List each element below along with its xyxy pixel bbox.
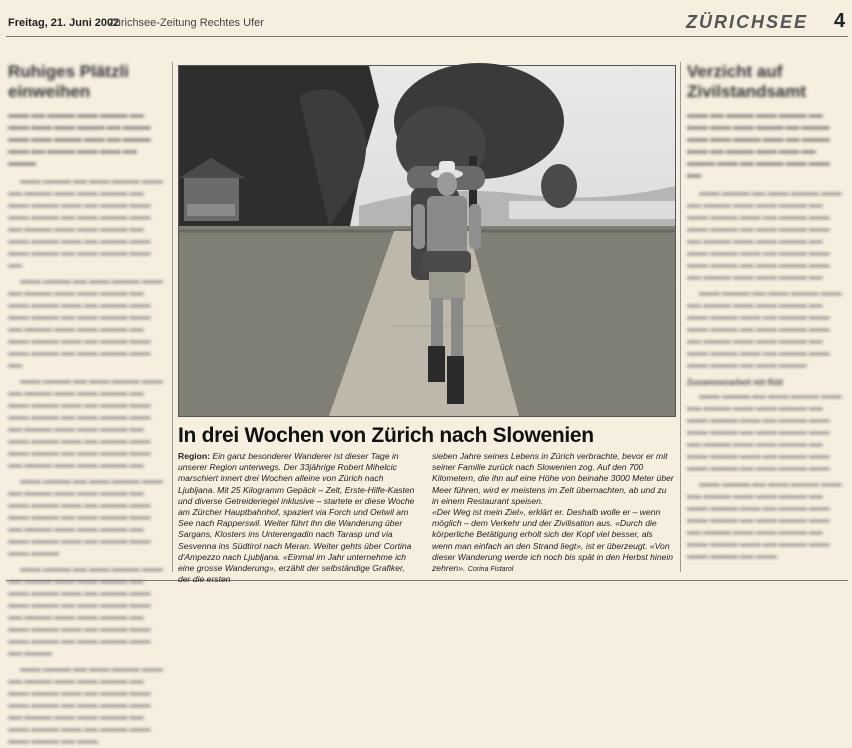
article-lead-text: Ein ganz besonderer Wanderer ist dieser Tage in unserer Region unterwegs. Der 33jährige Robert Mihelcic marschiert innert drei Wochen alleine von Zürich nach Ljubljana. Mit 25 Kilogramm Gepäck – Zelt, Erste-Hilfe-Kasten und diverse Getreideriegel inklusive – startete er diese Woche am Zürcher Hauptbahnhof, spaziert via Forch und Oetwil am See nach Rapperswil. Weiter führt ihn die Wanderung über Sargans, Klosters ins Unterengadin nach Tarasp und via Sesvenna ins Südtirol nach Meran. Weiter gehts über Cortina d'Ampezzo nach Ljubljana. «Einmal im Jahr unternehme ich eine grosse Wanderung», erzählt der selbständige Grafiker, der die ersten (178, 451, 415, 585)
newspaper-name: Zürichsee-Zeitung Rechtes Ufer (108, 17, 264, 29)
article-column-2 (432, 451, 674, 575)
issue-date: Freitag, 21. Juni 2002 (8, 17, 120, 29)
article-byline: Corina Fistarol (467, 566, 514, 574)
article-photo (178, 65, 676, 417)
article-column-1 (178, 451, 418, 585)
article-headline: In drei Wochen von Zürich nach Slowenien (178, 424, 594, 447)
right-column-headline: Verzicht auf Zivilstandsamt (687, 62, 807, 101)
left-column-separator (172, 62, 173, 572)
right-column-subhead: Zusammenarbeit mit Rüti (687, 378, 784, 387)
left-column-lead: ▬▬▬ ▬▬ ▬▬▬▬ ▬▬▬ ▬▬▬▬ ▬▬ ▬▬▬ ▬▬▬ ▬▬▬ ▬▬▬▬ ▬▬ ▬▬▬▬ ▬▬▬ ▬▬▬ ▬▬▬▬ ▬▬▬ ▬▬ ▬▬▬▬ ▬▬▬ ▬▬ ▬▬▬▬ ▬▬▬ ▬▬▬ ▬▬ ▬▬▬▬ (8, 112, 151, 167)
page-number: 4 (834, 10, 846, 32)
right-column-separator (680, 62, 681, 572)
left-column-headline: Ruhiges Plätzli einweihen (8, 62, 129, 101)
masthead-rule (6, 36, 848, 37)
article-quote-paragraph: «Der Weg ist mein Ziel», erklärt er. Deshalb wolle er – wenn möglich – dem Verkehr und der Zivilisation aus. «Durch die körperliche Betätigung erholt sich der Kopf viel besser, als wenn man einfach an den Strand liegt», ist er überzeugt. «Von dieser Wanderung werde ich noch bis spät in den Herbst hinein zehren». (432, 507, 674, 574)
right-column-lead: ▬▬▬ ▬▬ ▬▬▬▬ ▬▬▬ ▬▬▬▬ ▬▬ ▬▬▬ ▬▬▬ ▬▬▬ ▬▬▬▬ ▬▬ ▬▬▬▬ ▬▬▬ ▬▬▬ ▬▬▬▬ ▬▬▬ ▬▬ ▬▬▬▬ ▬▬▬ ▬▬ ▬▬▬▬ ▬▬▬ ▬▬▬ ▬▬ ▬▬▬▬ ▬▬▬ ▬▬ ▬▬▬▬ ▬▬▬ ▬▬▬ ▬▬ (687, 112, 830, 179)
right-column-text: ▬▬▬ ▬▬▬▬ ▬▬ ▬▬▬ ▬▬▬▬ ▬▬▬ ▬▬ ▬▬▬▬ ▬▬▬ ▬▬▬ ▬▬▬▬ ▬▬ ▬▬▬ ▬▬▬▬ ▬▬▬ ▬▬ ▬▬▬▬ ▬▬▬ ▬▬▬ ▬▬▬▬ ▬▬ ▬▬▬ ▬▬▬▬ ▬▬▬ ▬▬ ▬▬▬▬ ▬▬▬ ▬▬▬ ▬▬▬▬ ▬▬ ▬▬▬ ▬▬▬▬ ▬▬▬ ▬▬ ▬▬▬▬ ▬▬▬ ▬▬▬ ▬▬▬▬ ▬▬ ▬▬▬ ▬▬▬▬ ▬▬▬ ▬▬ ▬▬▬▬ ▬▬▬ ▬▬▬ ▬▬▬▬ ▬▬ (687, 190, 842, 281)
masthead (0, 0, 852, 34)
left-blurred-article: Ruhiges Plätzli einweihen ▬▬▬ ▬▬ ▬▬▬▬ ▬▬▬ ▬▬▬▬ ▬▬ ▬▬▬ ▬▬▬ ▬▬▬ ▬▬▬▬ ▬▬ ▬▬▬▬ ▬▬▬ ▬▬▬ ▬▬▬▬ ▬▬▬ ▬▬ ▬▬▬▬ ▬▬▬ ▬▬ ▬▬▬▬ ▬▬▬ ▬▬▬ ▬▬ ▬▬▬▬ ▬▬▬ ▬▬▬▬ ▬▬ ▬▬▬ ▬▬▬▬ ▬▬▬ ▬▬ ▬▬▬▬ ▬▬▬ ▬▬▬ ▬▬▬▬ ▬▬ ▬▬▬ ▬▬▬▬ ▬▬▬ ▬▬ ▬▬▬▬ ▬▬▬ ▬▬▬ ▬▬▬▬ ▬▬ ▬▬▬ ▬▬▬▬ ▬▬▬ ▬▬ ▬▬▬▬ ▬▬▬ ▬▬▬ ▬▬▬▬ ▬▬ ▬▬▬ ▬▬▬▬ ▬▬▬ ▬▬ ▬▬▬▬ ▬▬▬ ▬▬▬ ▬▬▬▬ ▬▬ ▬▬▬ ▬▬▬▬ ▬▬▬ ▬▬ ▬▬▬ ▬▬▬▬ ▬▬ ▬▬▬ ▬▬▬▬ ▬▬▬ ▬▬ ▬▬▬▬ ▬▬▬ ▬▬▬ ▬▬▬▬ ▬▬ ▬▬▬ ▬▬▬▬ ▬▬▬ ▬▬ ▬▬▬▬ ▬▬▬ ▬▬▬ ▬▬▬▬ ▬▬ ▬▬▬ ▬▬▬▬ ▬▬▬ ▬▬ ▬▬▬▬ ▬▬▬ ▬▬▬ ▬▬▬▬ ▬▬ ▬▬▬ ▬▬▬▬ ▬▬▬ ▬▬ ▬▬▬▬ ▬▬▬ ▬▬▬ ▬▬▬▬ ▬▬ ▬▬▬ ▬▬▬▬ ▬▬▬ ▬▬ ▬▬▬ ▬▬▬▬ ▬▬ ▬▬▬ ▬▬▬▬ ▬▬▬ ▬▬ ▬▬▬▬ ▬▬▬ ▬▬▬ ▬▬▬▬ ▬▬ ▬▬▬ ▬▬▬▬ ▬▬▬ ▬▬ ▬▬▬▬ ▬▬▬ ▬▬▬ ▬▬▬▬ ▬▬ ▬▬▬ ▬▬▬▬ ▬▬▬ ▬▬ ▬▬▬▬ ▬▬▬ ▬▬▬ ▬▬▬▬ ▬▬ ▬▬▬ ▬▬▬▬ ▬▬▬ ▬▬ ▬▬▬▬ ▬▬▬ ▬▬▬ ▬▬▬▬ ▬▬ ▬▬▬ ▬▬▬▬ ▬▬▬ ▬▬ ▬▬▬▬ ▬▬▬ ▬▬▬ ▬▬▬▬ ▬▬ ▬▬▬ ▬▬▬▬ ▬▬ ▬▬▬ ▬▬▬▬ ▬▬▬ ▬▬ ▬▬▬▬ ▬▬▬ ▬▬▬ ▬▬▬▬ ▬▬ ▬▬▬ ▬▬▬▬ ▬▬▬ ▬▬ ▬▬▬▬ ▬▬▬ ▬▬▬ ▬▬▬▬ ▬▬ ▬▬▬ ▬▬▬▬ ▬▬▬ ▬▬ ▬▬▬▬ ▬▬▬ ▬▬▬ ▬▬▬▬ ▬▬ ▬▬▬ ▬▬▬▬ ▬▬▬ ▬▬ ▬▬▬▬ ▬▬▬ ▬▬▬ ▬▬▬▬ ▬▬▬ ▬▬▬▬ ▬▬ ▬▬▬ ▬▬▬▬ ▬▬▬ ▬▬ ▬▬▬▬ ▬▬▬ ▬▬▬ ▬▬▬▬ ▬▬ ▬▬▬ ▬▬▬▬ ▬▬▬ ▬▬ ▬▬▬▬ ▬▬▬ ▬▬▬ ▬▬▬▬ ▬▬ ▬▬▬ ▬▬▬▬ ▬▬▬ ▬▬ ▬▬▬▬ ▬▬▬ ▬▬▬ ▬▬▬▬ ▬▬ ▬▬▬ ▬▬▬▬ ▬▬▬ ▬▬ ▬▬▬▬ ▬▬▬ ▬▬▬ ▬▬▬▬ ▬▬ ▬▬▬ ▬▬▬▬ ▬▬▬ ▬▬ ▬▬▬▬ ▬▬▬ ▬▬▬▬ ▬▬ ▬▬▬ ▬▬▬▬ ▬▬▬ ▬▬ ▬▬▬▬ ▬▬▬ ▬▬▬ ▬▬▬▬ ▬▬ ▬▬▬ ▬▬▬▬ ▬▬▬ ▬▬ ▬▬▬▬ ▬▬▬ ▬▬▬ ▬▬▬▬ ▬▬ ▬▬▬ ▬▬▬▬ ▬▬▬ ▬▬ ▬▬▬▬ ▬▬▬ ▬▬▬ ▬▬▬▬ ▬▬ ▬▬▬ ▬▬▬▬ ▬▬▬ ▬▬ ▬▬▬▬ ▬▬▬ ▬▬▬ ▬▬▬▬ ▬▬ ▬▬▬ (8, 62, 166, 572)
article-lead-label: Region: (178, 451, 210, 461)
hiker-photo-illustration (179, 66, 675, 416)
section-title: ZÜRICHSEE (686, 12, 809, 32)
right-blurred-article: Verzicht auf Zivilstandsamt ▬▬▬ ▬▬ ▬▬▬▬ ▬▬▬ ▬▬▬▬ ▬▬ ▬▬▬ ▬▬▬ ▬▬▬ ▬▬▬▬ ▬▬ ▬▬▬▬ ▬▬▬ ▬▬▬ ▬▬▬▬ ▬▬▬ ▬▬ ▬▬▬▬ ▬▬▬ ▬▬ ▬▬▬▬ ▬▬▬ ▬▬▬ ▬▬ ▬▬▬▬ ▬▬▬ ▬▬ ▬▬▬▬ ▬▬▬ ▬▬▬ ▬▬ ▬▬▬ ▬▬▬▬ ▬▬ ▬▬▬ ▬▬▬▬ ▬▬▬ ▬▬ ▬▬▬▬ ▬▬▬ ▬▬▬ ▬▬▬▬ ▬▬ ▬▬▬ ▬▬▬▬ ▬▬▬ ▬▬ ▬▬▬▬ ▬▬▬ ▬▬▬ ▬▬▬▬ ▬▬ ▬▬▬ ▬▬▬▬ ▬▬▬ ▬▬ ▬▬▬▬ ▬▬▬ ▬▬▬ ▬▬▬▬ ▬▬ ▬▬▬ ▬▬▬▬ ▬▬▬ ▬▬ ▬▬▬▬ ▬▬▬ ▬▬▬ ▬▬▬▬ ▬▬ ▬▬▬ ▬▬▬▬ ▬▬▬ ▬▬ ▬▬▬▬ ▬▬▬ ▬▬▬ ▬▬▬▬ ▬▬ ▬▬▬ ▬▬▬▬ ▬▬ ▬▬▬ ▬▬▬▬ ▬▬▬ ▬▬ ▬▬▬▬ ▬▬▬ ▬▬▬ ▬▬▬▬ ▬▬ ▬▬▬ ▬▬▬▬ ▬▬▬ ▬▬ ▬▬▬▬ ▬▬▬ ▬▬▬ ▬▬▬▬ ▬▬ ▬▬▬ ▬▬▬▬ ▬▬▬ ▬▬ ▬▬▬▬ ▬▬▬ ▬▬▬ ▬▬▬▬ ▬▬ ▬▬▬ ▬▬▬▬ ▬▬▬ ▬▬ ▬▬▬▬ ▬▬▬ ▬▬▬ ▬▬▬▬ ▬▬ ▬▬▬ ▬▬▬▬ Zusammenarbeit mit Rüti ▬▬▬ ▬▬▬▬ ▬▬ ▬▬▬ ▬▬▬▬ ▬▬▬ ▬▬ ▬▬▬▬ ▬▬▬ ▬▬▬ ▬▬▬▬ ▬▬ ▬▬▬ ▬▬▬▬ ▬▬▬ ▬▬ ▬▬▬▬ ▬▬▬ ▬▬▬ ▬▬▬▬ ▬▬ ▬▬▬ ▬▬▬▬ ▬▬▬ ▬▬ ▬▬▬▬ ▬▬▬ ▬▬▬ ▬▬▬▬ ▬▬ ▬▬▬ ▬▬▬▬ ▬▬▬ ▬▬ ▬▬▬▬ ▬▬▬ ▬▬▬ ▬▬▬▬ ▬▬ ▬▬▬ ▬▬▬▬ ▬▬▬ ▬▬▬ ▬▬▬▬ ▬▬ ▬▬▬ ▬▬▬▬ ▬▬▬ ▬▬ ▬▬▬▬ ▬▬▬ ▬▬▬ ▬▬▬▬ ▬▬ ▬▬▬ ▬▬▬▬ ▬▬▬ ▬▬ ▬▬▬▬ ▬▬▬ ▬▬▬ ▬▬▬▬ ▬▬ ▬▬▬ ▬▬▬▬ ▬▬▬ ▬▬ ▬▬▬▬ ▬▬▬ ▬▬▬ ▬▬▬▬ ▬▬ ▬▬▬ ▬▬▬▬ ▬▬▬ ▬▬ ▬▬▬▬ ▬▬▬ ▬▬▬ ▬▬▬▬ ▬▬ ▬▬▬ (687, 62, 845, 572)
article-paragraph: sieben Jahre seines Lebens in Zürich verbrachte, bevor er mit seiner Familie zurück nach Slowenien zog. Auf den 700 Kilometern, die ihn auf eine Höhe von beinahe 3000 Meter über Meer führen, wird er meistens im Zelt übernachten, ab und zu in einem Restaurant speisen. (432, 451, 674, 506)
left-column-text: ▬▬▬ ▬▬▬▬ ▬▬ ▬▬▬ ▬▬▬▬ ▬▬▬ ▬▬ ▬▬▬▬ ▬▬▬ ▬▬▬ ▬▬▬▬ ▬▬ ▬▬▬ ▬▬▬▬ ▬▬▬ ▬▬ ▬▬▬▬ ▬▬▬ ▬▬▬ ▬▬▬▬ ▬▬ ▬▬▬ ▬▬▬▬ ▬▬▬ ▬▬ ▬▬▬▬ ▬▬▬ ▬▬▬ ▬▬▬▬ ▬▬ ▬▬▬ ▬▬▬▬ ▬▬▬ ▬▬ ▬▬▬▬ ▬▬▬ ▬▬▬ ▬▬▬▬ ▬▬ ▬▬▬ ▬▬▬▬ ▬▬▬ ▬▬ (8, 178, 163, 269)
